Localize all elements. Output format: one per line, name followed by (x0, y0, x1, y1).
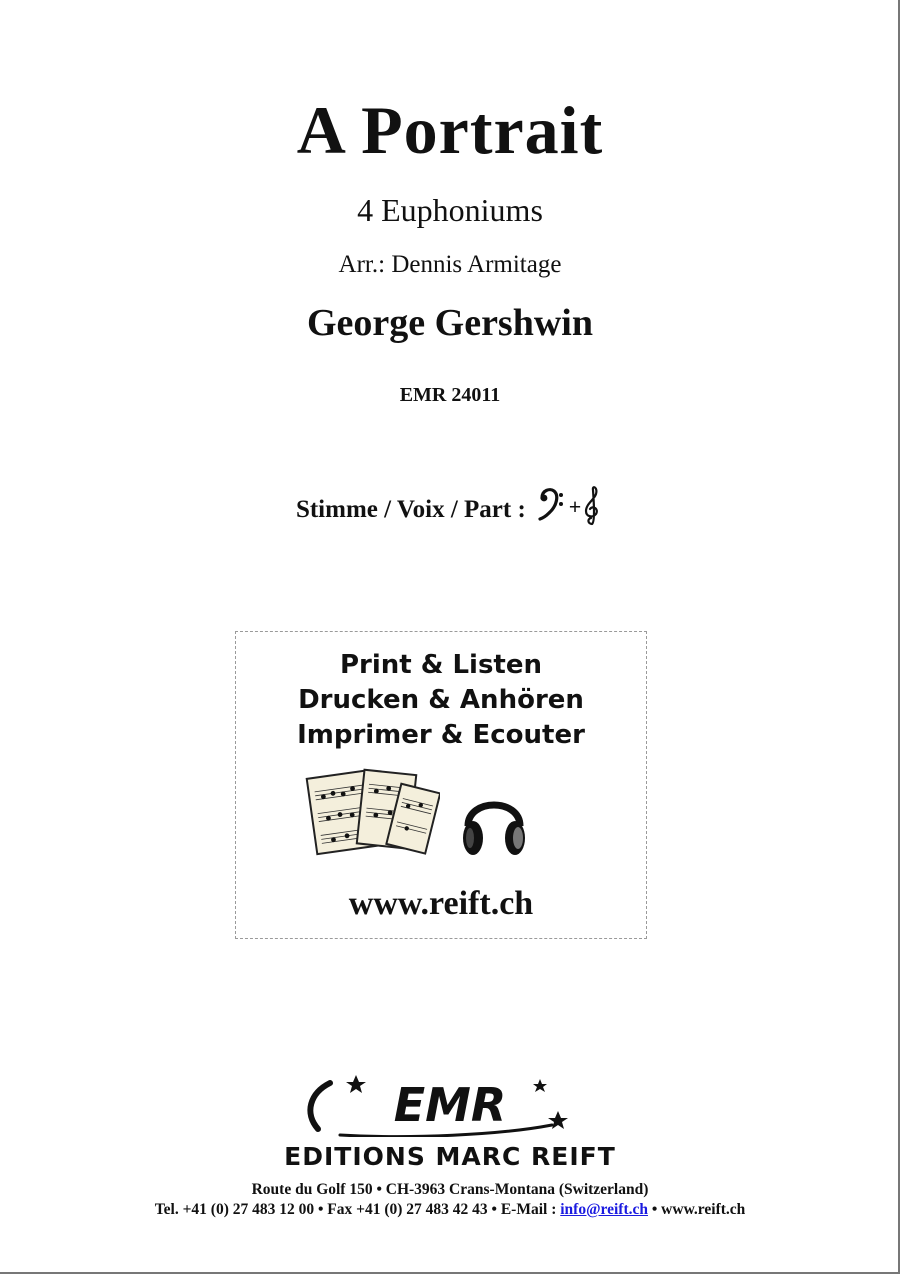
instrumentation: 4 Euphoniums (357, 192, 543, 228)
emr-logo (300, 1073, 590, 1142)
plus-sign: + (568, 494, 582, 519)
email-link[interactable]: info@reift.ch (560, 1201, 648, 1218)
logo-text: EMR (393, 1078, 507, 1132)
clef-group (538, 484, 604, 539)
promo-line-french: Imprimer & Ecouter (297, 720, 585, 750)
promo-website[interactable]: www.reift.ch (348, 885, 534, 922)
bass-clef-icon (540, 490, 563, 519)
contact-phone-fax: Tel. +41 (0) 27 483 12 00 • Fax +41 (0) 27 483 42 43 • E-Mail : (154, 1201, 557, 1218)
page-title: A Portrait (296, 92, 604, 168)
publisher-name: EDITIONS MARC REIFT (284, 1142, 616, 1171)
headphones-icon (458, 782, 530, 867)
publisher-contact (0, 1200, 900, 1220)
contact-website: • www.reift.ch (651, 1201, 746, 1218)
composer: George Gershwin (306, 302, 593, 344)
catalog-number: EMR 24011 (399, 384, 501, 406)
clef-symbols (538, 484, 604, 526)
publisher-address: Route du Golf 150 • CH-3963 Crans-Montana (Switzerland) (251, 1181, 649, 1198)
arranger: Arr.: Dennis Armitage (338, 251, 562, 278)
sheet-music-icon (304, 764, 440, 864)
parts-label: Stimme / Voix / Part : (295, 496, 526, 524)
treble-clef-icon (586, 487, 597, 524)
promo-line-german: Drucken & Anhören (298, 685, 584, 715)
promo-line-english: Print & Listen (339, 650, 543, 680)
parts-line (0, 484, 900, 539)
print-and-listen-box (235, 631, 647, 939)
